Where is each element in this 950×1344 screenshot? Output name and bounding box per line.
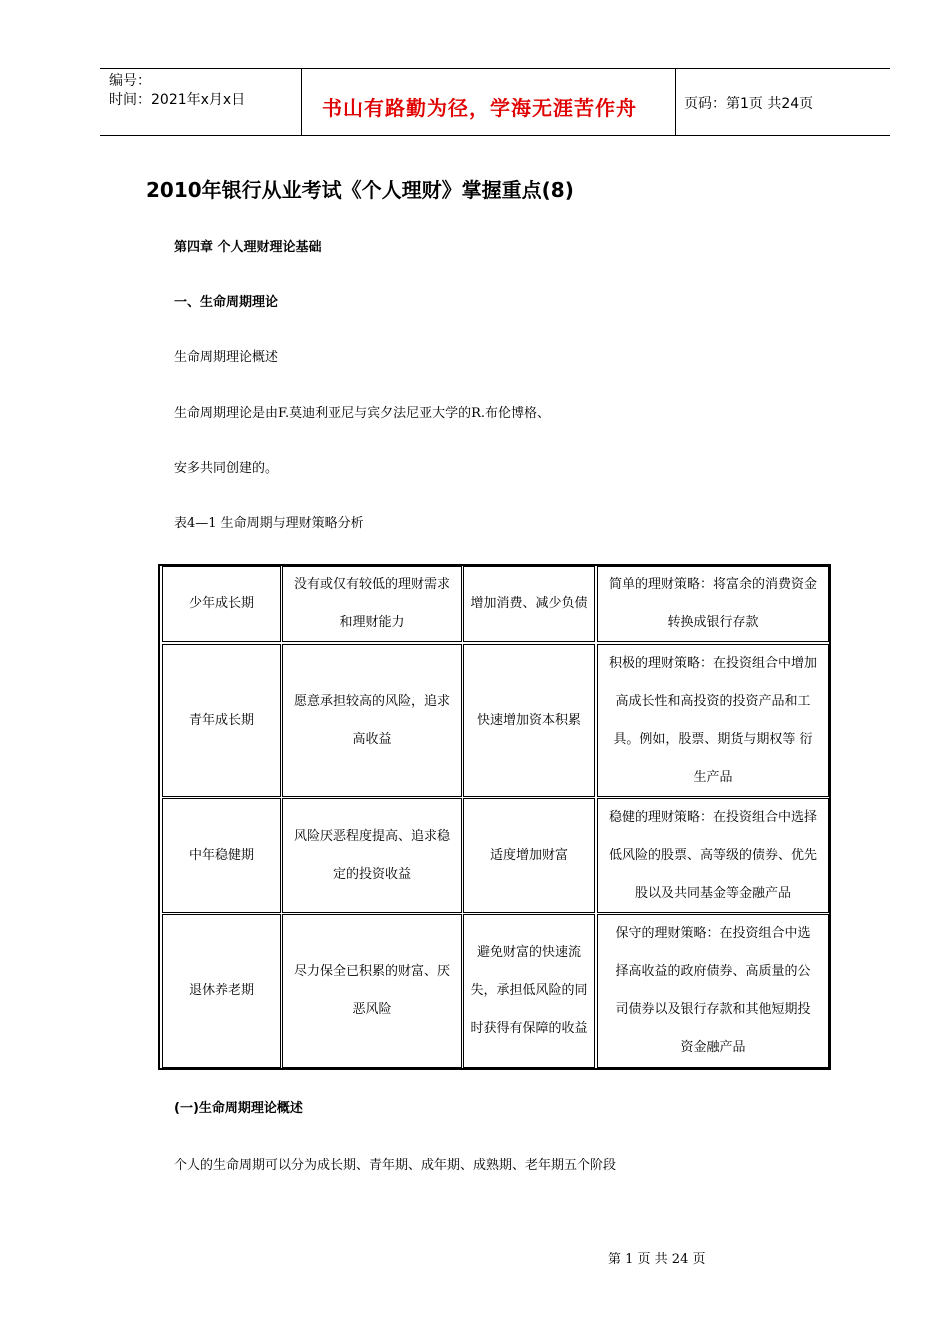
goal-line: 快速增加资本积累: [476, 712, 581, 728]
header-top-rule: [100, 68, 890, 69]
table-row-1-stage: [162, 566, 281, 642]
trait-line: 恶风险: [352, 1002, 392, 1017]
trait-line: 没有或仅有较低的理财需求: [293, 577, 450, 592]
paragraph-origin-line2: 安多共同创建的。: [174, 461, 279, 476]
strategy-line: 具。例如，股票、期货与期权等 衍: [613, 731, 813, 747]
table-row-4-strategy: [597, 914, 829, 1068]
table-row-2-strategy: [597, 644, 829, 797]
strategy-line: 积极的理财策略：在投资组合中增加: [608, 655, 817, 671]
header-bottom-rule: [100, 135, 890, 136]
strategy-line: 高成长性和高投资的投资产品和工: [615, 693, 811, 709]
goal-line: 避免财富的快速流: [476, 945, 581, 960]
table-row-3-strategy: [597, 798, 829, 913]
goal-line: 增加消费、减少负债: [470, 596, 588, 611]
trait-line: 愿意承担较高的风险，追求: [293, 693, 450, 709]
subsection-heading: (一)生命周期理论概述: [174, 1101, 303, 1116]
strategy-line: 转换成银行存款: [667, 615, 759, 630]
table-row-1-trait: [282, 566, 462, 642]
table-row-4-goal: [463, 914, 595, 1068]
chapter-heading: 第四章 个人理财理论基础: [174, 240, 322, 255]
goal-line: 失，承担低风险的同: [470, 983, 588, 998]
table-row-2-goal: [463, 644, 595, 797]
table-row-2-trait: [282, 644, 462, 797]
serial-label: 编号：: [109, 73, 151, 89]
strategy-line: 择高收益的政府债券、高质量的公: [615, 964, 811, 979]
trait-line: 尽力保全已积累的财富、厌: [293, 964, 450, 979]
trait-line: 风险厌恶程度提高、追求稳: [293, 828, 450, 844]
trait-line: 高收益: [352, 731, 392, 747]
header-divider-left: [301, 68, 302, 136]
strategy-line: 司债券以及银行存款和其他短期投: [615, 1002, 811, 1017]
stage-text: 中年稳健期: [188, 847, 254, 863]
header-divider-right: [675, 68, 676, 136]
time-label: 时间：2021年x月x日: [109, 92, 246, 108]
table-row-4-stage: [162, 914, 281, 1068]
table-row-1-goal: [463, 566, 595, 642]
strategy-line: 股以及共同基金等金融产品: [634, 885, 791, 901]
table-row-3-trait: [282, 798, 462, 913]
goal-line: 适度增加财富: [489, 847, 568, 863]
paragraph-overview: 生命周期理论概述: [174, 350, 279, 365]
strategy-line: 资金融产品: [680, 1040, 746, 1055]
stage-text: 退休养老期: [188, 983, 254, 998]
page-footer: 第 1 页 共 24 页: [608, 1252, 706, 1267]
paragraph-origin-line1: 生命周期理论是由F.莫迪利亚尼与宾夕法尼亚大学的R.布伦博格、: [174, 406, 551, 421]
strategy-line: 保守的理财策略：在投资组合中选: [615, 926, 811, 941]
paragraph-stages: 个人的生命周期可以分为成长期、青年期、成年期、成熟期、老年期五个阶段: [174, 1158, 617, 1173]
table-row-3-stage: [162, 798, 281, 913]
section-heading: 一、生命周期理论: [174, 295, 279, 310]
document-title: 2010年银行从业考试《个人理财》掌握重点(8): [146, 178, 574, 202]
trait-line: 定的投资收益: [332, 866, 411, 882]
strategy-line: 生产品: [693, 769, 733, 785]
stage-text: 青年成长期: [188, 712, 254, 728]
strategy-line: 简单的理财策略：将富余的消费资金: [608, 577, 817, 592]
header-motto: 书山有路勤为径，学海无涯苦作舟: [322, 96, 637, 120]
goal-line: 时获得有保障的收益: [470, 1021, 588, 1036]
table-row-1-strategy: [597, 566, 829, 642]
page-indicator: 页码：第1页 共24页: [684, 96, 814, 112]
strategy-line: 低风险的股票、高等级的债券、优先: [608, 847, 817, 863]
strategy-line: 稳健的理财策略：在投资组合中选择: [608, 809, 817, 825]
stage-text: 少年成长期: [188, 596, 254, 611]
trait-line: 和理财能力: [339, 615, 405, 630]
table-row-2-stage: [162, 644, 281, 797]
table-row-3-goal: [463, 798, 595, 913]
table-caption: 表4—1 生命周期与理财策略分析: [174, 516, 364, 531]
table-row-4-trait: [282, 914, 462, 1068]
